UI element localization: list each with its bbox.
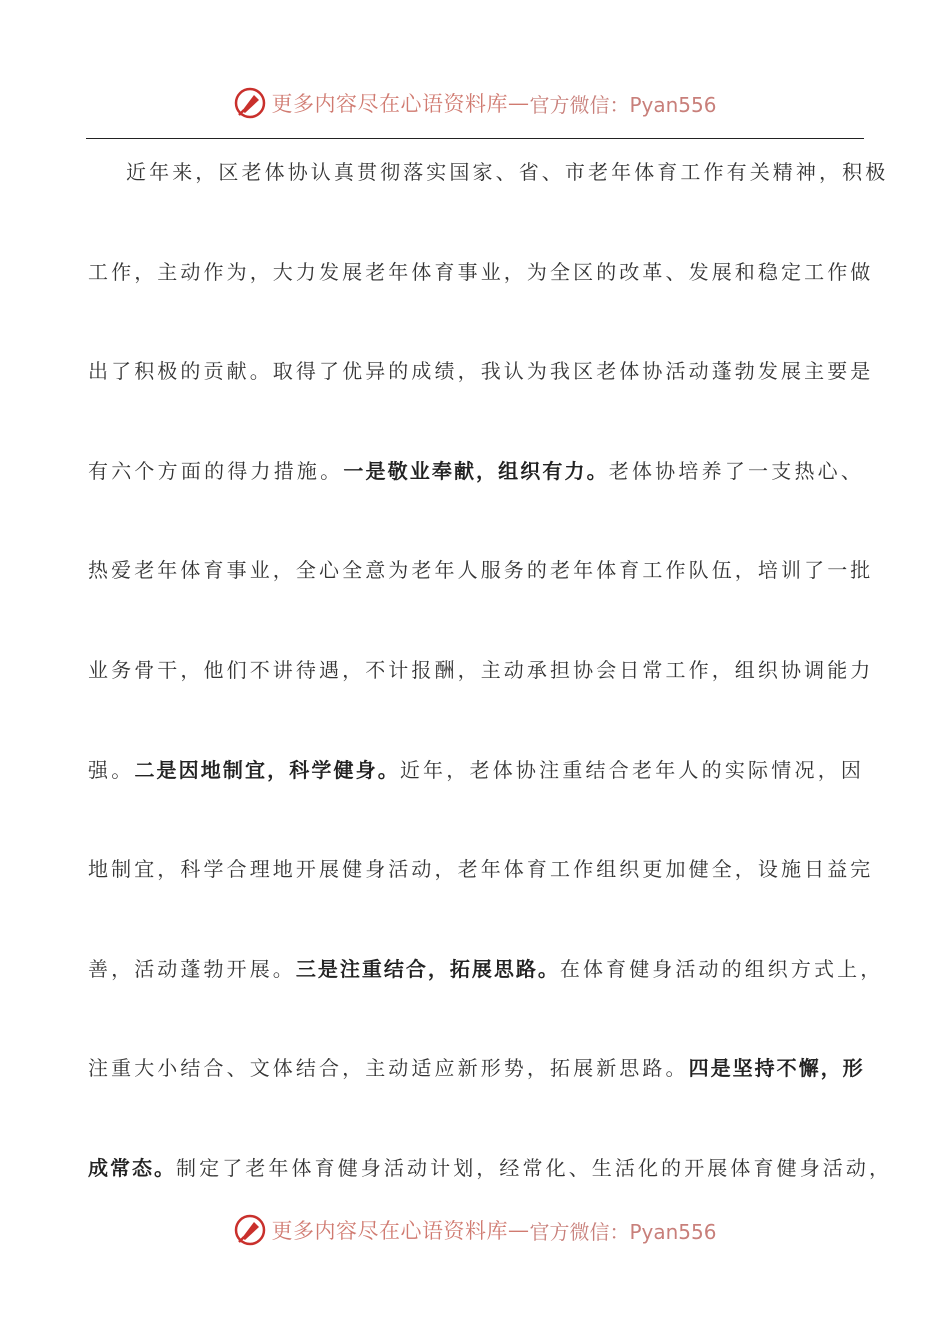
bold-heading: 一是敬业奉献，组织有力。 <box>343 459 609 483</box>
footer-watermark <box>0 1210 950 1250</box>
paragraph-line: 工作，主动作为，大力发展老年体育事业，为全区的改革、发展和稳定工作做 <box>88 260 874 284</box>
header-dash: — <box>507 91 530 115</box>
paragraph-line: 热爱老年体育事业，全心全意为老年人服务的老年体育工作队伍，培训了一批 <box>88 558 874 582</box>
header-brand-text: 更多内容尽在心语资料库 <box>271 92 508 116</box>
paragraph-line: 注重大小结合、文体结合，主动适应新形势，拓展新思路。四是坚持不懈，形 <box>88 1056 865 1080</box>
footer-dash: — <box>507 1218 530 1242</box>
footer-contact: 官方微信：Pyan556 <box>529 1219 717 1244</box>
paragraph-line: 地制宜，科学合理地开展健身活动，老年体育工作组织更加健全，设施日益完 <box>88 857 874 881</box>
paragraph-line: 善，活动蓬勃开展。三是注重结合，拓展思路。在体育健身活动的组织方式上， <box>88 957 884 981</box>
header-divider <box>86 138 864 139</box>
header-watermark <box>0 83 950 123</box>
paragraph-line: 有六个方面的得力措施。一是敬业奉献，组织有力。老体协培养了一支热心、 <box>88 459 864 483</box>
paragraph-line: 出了积极的贡献。取得了优异的成绩，我认为我区老体协活动蓬勃发展主要是 <box>88 359 874 383</box>
paragraph-line: 强。二是因地制宜，科学健身。近年，老体协注重结合老年人的实际情况，因 <box>88 758 865 782</box>
pen-nib-logo-icon <box>233 1213 267 1247</box>
bold-heading: 成常态。 <box>88 1156 176 1180</box>
paragraph-line: 业务骨干，他们不讲待遇，不计报酬，主动承担协会日常工作，组织协调能力 <box>88 658 874 682</box>
pen-nib-logo-icon <box>233 86 267 120</box>
footer-brand-text: 更多内容尽在心语资料库 <box>271 1219 508 1243</box>
bold-heading: 三是注重结合，拓展思路。 <box>295 957 560 981</box>
header-contact: 官方微信：Pyan556 <box>529 92 717 117</box>
bold-heading: 二是因地制宜，科学健身。 <box>134 758 400 782</box>
paragraph-line: 近年来，区老体协认真贯彻落实国家、省、市老年体育工作有关精神，积极 <box>126 160 889 184</box>
paragraph-line: 成常态。制定了老年体育健身活动计划，经常化、生活化的开展体育健身活动， <box>88 1156 893 1180</box>
bold-heading: 四是坚持不懈，形 <box>688 1056 865 1080</box>
